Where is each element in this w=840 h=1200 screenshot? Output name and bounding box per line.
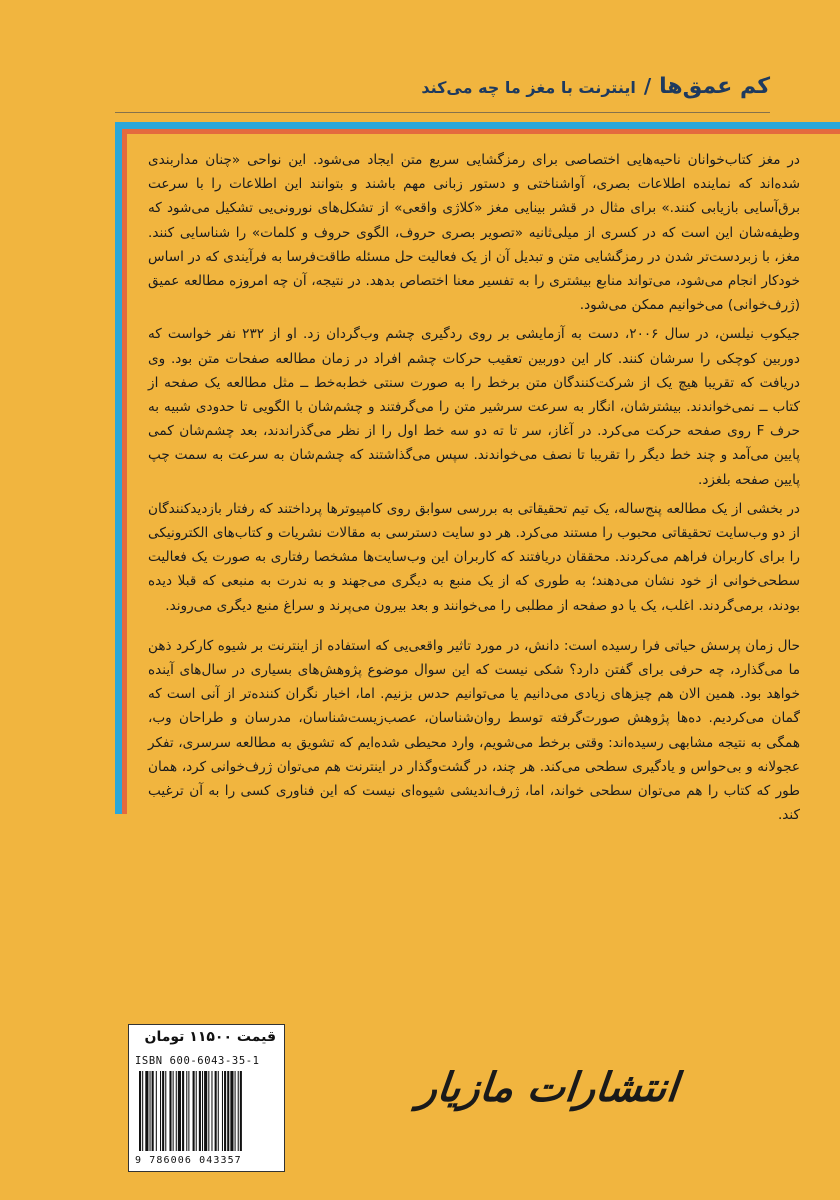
barcode-bar (186, 1071, 187, 1151)
barcode-bar (211, 1071, 212, 1151)
decorative-stripe-orange-horizontal (122, 129, 840, 134)
barcode-bar (162, 1071, 164, 1151)
barcode-bar (188, 1071, 189, 1151)
book-title: کم عمق‌ها (659, 74, 770, 99)
barcode-bar (152, 1071, 154, 1151)
barcode-bar (178, 1071, 181, 1151)
barcode (137, 1071, 278, 1151)
barcode-bar (156, 1071, 157, 1151)
barcode-bar (160, 1071, 161, 1151)
decorative-stripe-blue-horizontal (115, 122, 840, 129)
barcode-bar (150, 1071, 151, 1151)
barcode-bar (182, 1071, 184, 1151)
barcode-bar (240, 1071, 242, 1151)
barcode-bar (215, 1071, 217, 1151)
barcode-bar (199, 1071, 201, 1151)
paragraph-2: جیکوب نیلسن، در سال ۲۰۰۶، دست به آزمایشی بر روی ردگیری چشم وب‌گردان زد. او از ۲۳۲ نفر خواست که دوربین کوچکی را سرشان کنند. کار این دوربین تعقیب حرکات چشم افراد در زمان مطالعه صفحات متن بود. وی دریافت که تقریبا هیچ یک از شرکت‌کنندگان متن برخط را به صورت سنتی خط‌به‌خط ــ مثل مطالعه یک صفحه از کتاب ــ نمی‌خواندند. بیشترشان، انگار به سرعت سرشیر متن را می‌گرفتند و چشم‌شان با الگویی تا حدودی شبیه به حرف F روی صفحه حرکت می‌کرد. در آغاز، سر تا ته دو سه خط اول را از نظر می‌گذراندند، بعد چشم‌شان کمی پایین می‌آمد و چند خط دیگر را تقریبا تا نصف می‌خواندند. سپس می‌گذاشتند که چشم‌شان به سرعت به سمت چپ پایین صفحه بلغزد. (148, 326, 800, 488)
barcode-digits: 9 786006 043357 (135, 1155, 242, 1166)
barcode-bar (218, 1071, 219, 1151)
barcode-bar (145, 1071, 148, 1151)
barcode-bar (142, 1071, 143, 1151)
header-rule (115, 112, 770, 113)
isbn-label: ISBN 600-6043-35-1 (135, 1055, 260, 1067)
paragraph-4: حال زمان پرسش حیاتی فرا رسیده است: دانش، در مورد تاثیر واقعی‌یی که استفاده از اینترنت بر شیوه کارکرد ذهن ما می‌گذارد، چه حرفی برای گفتن دارد؟ شکی نیست که این سوال موضوع پژوهش‌های بسیاری در سال‌های آینده خواهد بود. همین الان هم چیزهای زیادی می‌دانیم یا می‌توانیم حدس بزنیم. اما، اخبار نگران کننده‌تر از آنی است که گمان می‌کردیم. ده‌ها پژوهش صورت‌گرفته توسط روان‌شناسان، عصب‌زیست‌شناسان، مدرسان و طراحان وب، همگی به نتیجه مشابهی رسیده‌اند: وقتی برخط می‌شویم، وارد محیطی شده‌ایم که تشویق به مطالعه سرسری، تفکر عجولانه و بی‌حواس و یادگیری سطحی می‌کند. هر چند، در گشت‌وگذار در اینترنت هم می‌توان ژرف‌خوانی کرد، همان طور که کتاب را هم می‌توان سطحی خواند، اما، ژرف‌اندیشی شیوه‌ای نیست که این فناوری کسی را به آن ترغیب کند. (148, 637, 800, 824)
decorative-stripe-orange-vertical (122, 129, 127, 814)
barcode-bar (222, 1071, 223, 1151)
blurb-text (148, 148, 800, 832)
barcode-bar (202, 1071, 203, 1151)
barcode-bar (173, 1071, 174, 1151)
barcode-bar (196, 1071, 197, 1151)
barcode-bar (230, 1071, 233, 1151)
barcode-bar (204, 1071, 207, 1151)
decorative-stripe-blue-vertical (115, 122, 122, 814)
paragraph-1: در مغز کتاب‌خوانان ناحیه‌هایی اختصاصی برای رمزگشایی سریع متن ایجاد می‌شود. این نواحی «چنان مداربندی شده‌اند که نماینده اطلاعات بصری، آواشناختی و دستور زبانی مهم باشند و بتوانند این اطلاعات را با سرعت برق‌آسایی بازیابی کنند.» برای مثال در قشر بینایی مغز «کلاژی واقعی» از تشکل‌های نورونی‌یی تشکیل می‌شود که وظیفه‌شان این است که در کسری از میلی‌ثانیه «تصویر بصری حروف، الگوی حروف و کلمات» را شناسایی کنند. مغز، با زبردست‌تر شدن در رمزگشایی متن و تبدیل آن از یک فعالیت حل مسئله طاقت‌فرسا به فرآیندی که در اساس خودکار انجام می‌شود، می‌تواند منابع بیشتری را به تفسیر معنا اختصاص بدهد. در نتیجه، آن چه امروزه مطالعه عمیق (ژرف‌خوانی) می‌خوانیم ممکن می‌شود. (148, 152, 800, 314)
book-subtitle: اینترنت با مغز ما چه می‌کند (421, 78, 636, 97)
barcode-bar (193, 1071, 195, 1151)
price-barcode-box (128, 1024, 285, 1172)
paragraph-3: در بخشی از یک مطالعه پنج‌ساله، یک تیم تحقیقاتی به بررسی سوابق روی کامپیوترها پرداختند که رفتار بازدیدکنندگان از دو وب‌سایت تحقیقاتی محبوب را مستند می‌کرد. هر دو سایت دسترسی به مقالات نشریات و کتاب‌های الکترونیکی را برای کاربران فراهم می‌کردند. محققان دریافتند که کاربران این وب‌سایت‌ها مشخصا رفتاری به صورت یک فعالیت سطحی‌خوانی از خود نشان می‌دهند؛ به طوری که از یک منبع به دیگری می‌جهند و به ندرت به منبعی که قبلا دیده بودند، برمی‌گردند. اغلب، یک یا دو صفحه از مطلبی را می‌خوانند و بعد بیرون می‌پرند و سراغ منبع دیگری می‌روند. (148, 500, 800, 614)
barcode-bar (227, 1071, 229, 1151)
barcode-bar (235, 1071, 236, 1151)
barcode-bar (208, 1071, 209, 1151)
price-label: قیمت ۱۱۵۰۰ تومان (144, 1029, 276, 1045)
header (421, 74, 770, 99)
barcode-bar (165, 1071, 166, 1151)
title-separator: / (643, 74, 652, 98)
publisher-logo: انتشارات مازیار (415, 1064, 681, 1111)
barcode-bar (176, 1071, 177, 1151)
barcode-bar (238, 1071, 239, 1151)
barcode-bar (169, 1071, 171, 1151)
barcode-bar (224, 1071, 226, 1151)
barcode-bar (139, 1071, 141, 1151)
